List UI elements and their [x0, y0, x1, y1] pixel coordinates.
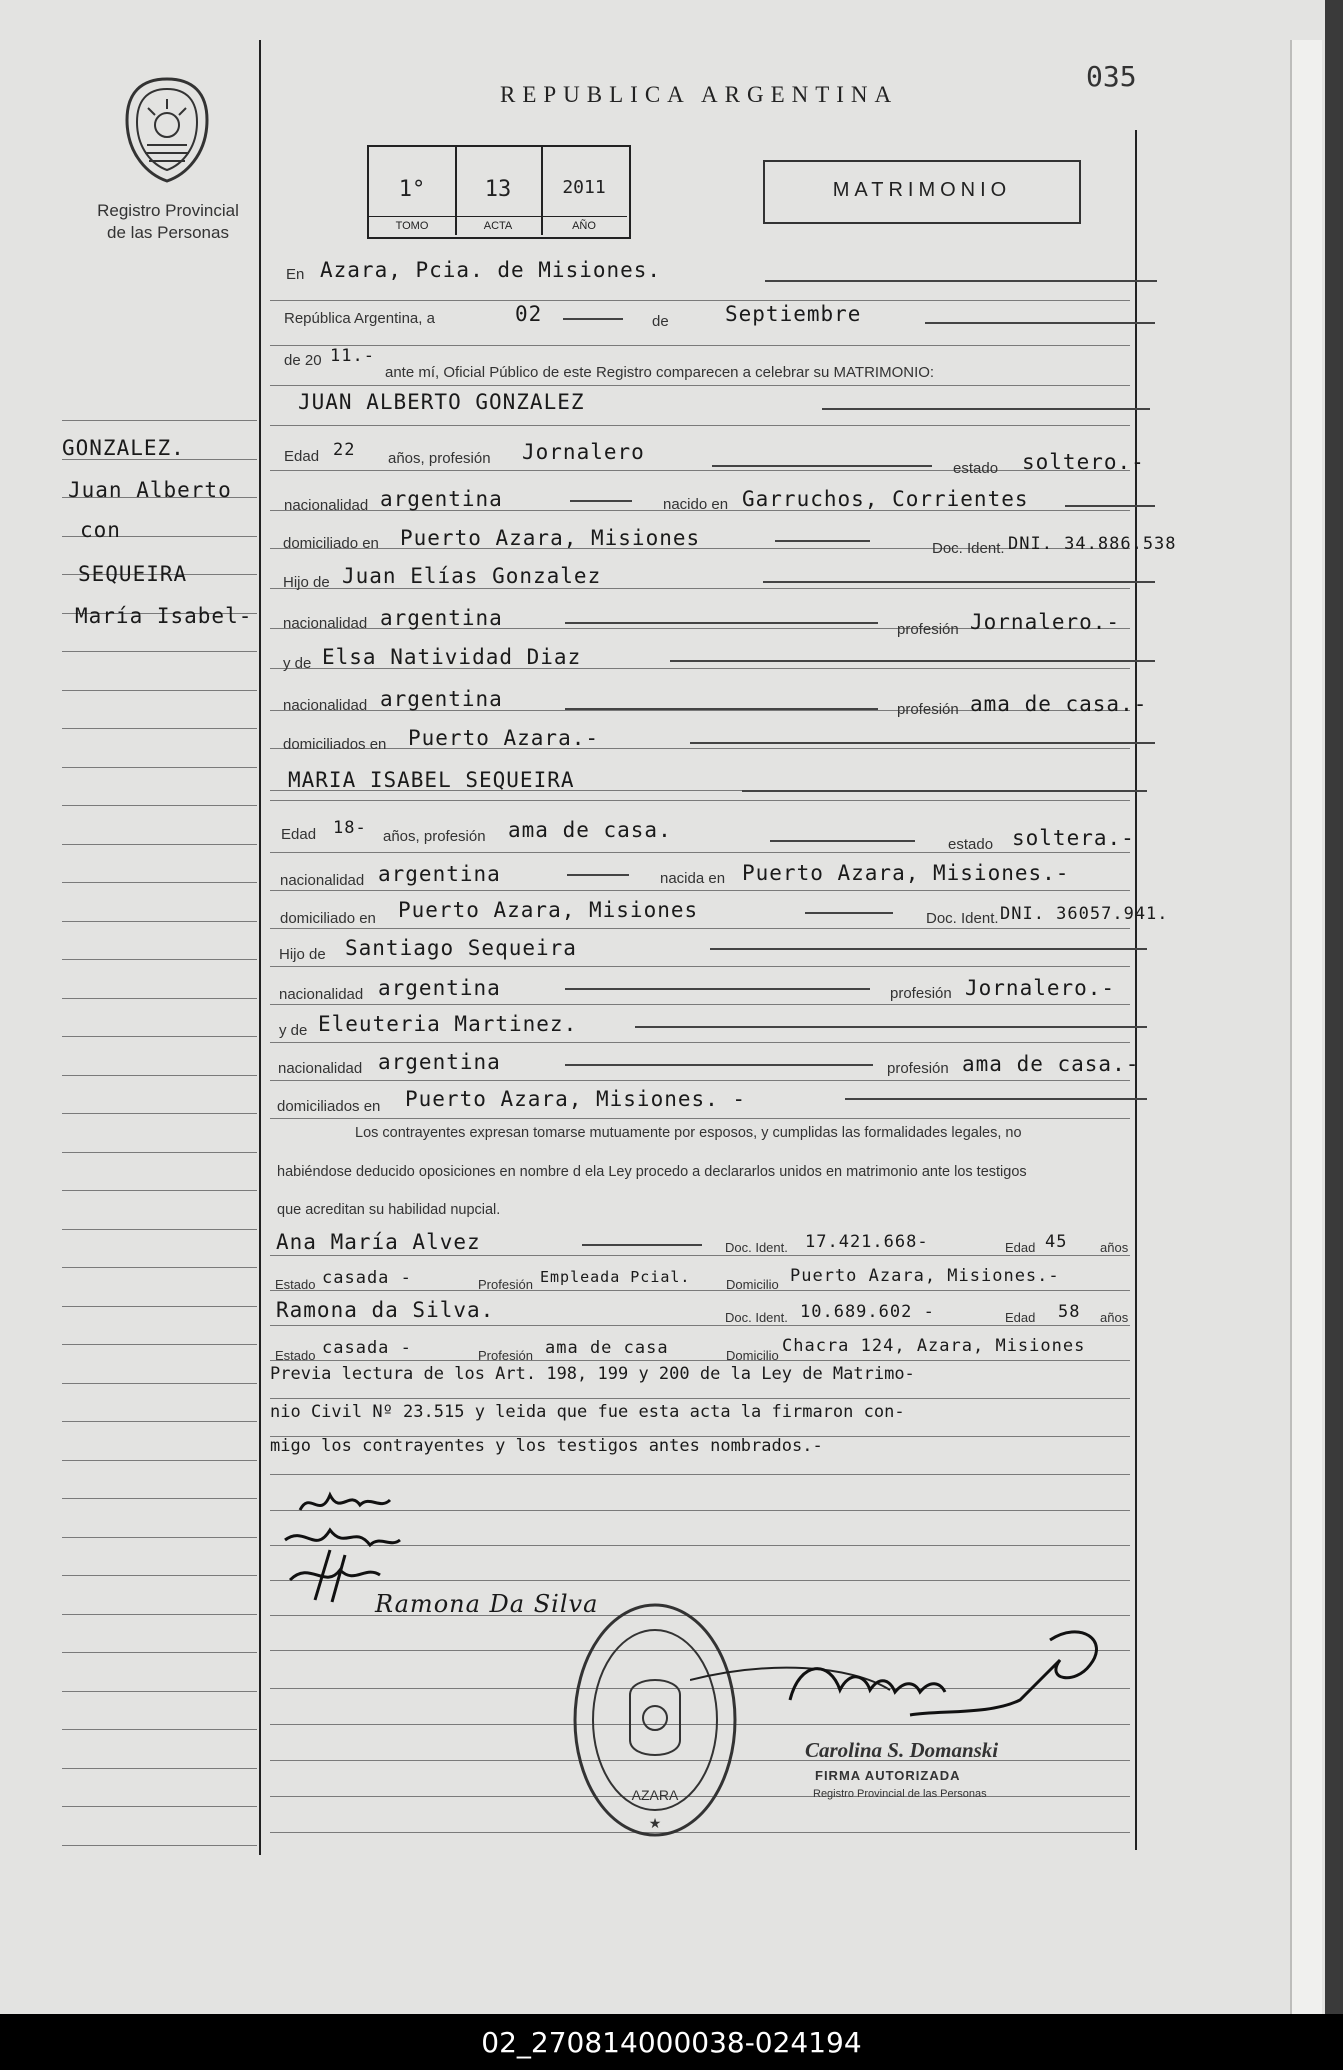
official-name: Carolina S. Domanski — [805, 1738, 999, 1762]
bride-father: Santiago Sequeira — [345, 936, 577, 960]
bride-mother-profesion-label: profesión — [887, 1060, 949, 1077]
body-rule-line — [270, 1398, 1130, 1399]
margin-rule-line — [62, 420, 257, 421]
witness2-profesion-label: Profesión — [478, 1348, 533, 1363]
groom-doc-label: Doc. Ident. — [932, 540, 1005, 557]
bride-domicile-dash — [805, 912, 893, 914]
groom-father-profession: Jornalero.- — [970, 610, 1121, 634]
bride-mother-nationality-dash — [565, 1064, 873, 1066]
groom-father-profesion-label: profesión — [897, 621, 959, 638]
tomo-cell — [369, 147, 457, 235]
registry-line1: Registro Provincial — [97, 201, 239, 220]
stamp-place: AZARA — [631, 1787, 679, 1803]
groom-hijo-label: Hijo de — [283, 574, 330, 591]
body-rule-line — [270, 800, 1130, 801]
closing-line-2: nio Civil Nº 23.515 y leida que fue esta acta la firmaron con- — [270, 1402, 905, 1422]
official-title: FIRMA AUTORIZADA — [815, 1768, 961, 1783]
witness2-doc-label: Doc. Ident. — [725, 1310, 788, 1325]
bride-mother-profession: ama de casa.- — [962, 1052, 1140, 1076]
margin-rule-line — [62, 921, 257, 922]
margin-rule-line — [62, 1344, 257, 1345]
groom-nacionalidad-label: nacionalidad — [284, 497, 369, 514]
sheet-edge — [1290, 40, 1322, 2030]
body-rule-line — [270, 1004, 1130, 1005]
legal-line-2: habiéndose deducido oposiciones en nombre d ela Ley procedo a declararlos unidos en matrimonio ante los testigos — [277, 1164, 1027, 1180]
margin-rule-line — [62, 1614, 257, 1615]
record-table — [367, 145, 631, 239]
margin-rule-line — [62, 728, 257, 729]
body-rule-line — [270, 345, 1130, 346]
body-rule-line — [270, 470, 1130, 471]
groom-status: soltero.- — [1022, 450, 1145, 474]
margin-name-1: GONZALEZ. — [62, 436, 185, 460]
groom-nationality: argentina — [380, 487, 503, 511]
acta-cell — [455, 147, 543, 235]
groom-father: Juan Elías Gonzalez — [342, 564, 602, 588]
bride-nationality-dash — [567, 874, 629, 876]
de-label: de — [652, 313, 669, 330]
margin-rule-line — [62, 1806, 257, 1807]
witness2-age: 58 — [1058, 1302, 1081, 1322]
groom-birthplace-dash — [1065, 505, 1155, 507]
margin-rule-line — [62, 1845, 257, 1846]
bride-mother-nacionalidad-label: nacionalidad — [278, 1060, 363, 1077]
bride-yde-label: y de — [279, 1022, 308, 1039]
bride-estado-label: estado — [948, 836, 994, 853]
margin-rule-line — [62, 1460, 257, 1461]
margin-rule-line — [62, 1036, 257, 1037]
witness-signature: Ramona Da Silva — [375, 1590, 599, 1618]
witness2-status: casada - — [322, 1338, 412, 1358]
margin-name-3: con — [80, 518, 121, 542]
groom-profession: Jornalero — [522, 440, 645, 464]
groom-father-nationality: argentina — [380, 606, 503, 630]
margin-rule-line — [62, 1652, 257, 1653]
witness1-age: 45 — [1045, 1232, 1068, 1252]
bride-mother-dash — [635, 1026, 1147, 1028]
body-rule-line — [270, 1255, 1130, 1256]
bride-hijo-label: Hijo de — [279, 946, 326, 963]
margin-rule-line — [62, 1537, 257, 1538]
margin-rule-line — [62, 998, 257, 999]
witness1-anos-label: años — [1100, 1240, 1129, 1255]
groom-mother-nacionalidad-label: nacionalidad — [283, 697, 368, 714]
margin-rule-line — [62, 1267, 257, 1268]
folio-number: 035 — [1086, 60, 1137, 93]
margin-rule-line — [62, 1498, 257, 1499]
registry-caption — [78, 200, 258, 244]
groom-mother-profesion-label: profesión — [897, 701, 959, 718]
margin-rule-line — [62, 1306, 257, 1307]
margin-rule-line — [62, 882, 257, 883]
place-value: Azara, Pcia. de Misiones. — [320, 258, 662, 282]
tomo-value: 1° — [398, 177, 426, 202]
witness2-domicilio-label: Domicilio — [726, 1348, 779, 1363]
year-suffix: 11.- — [330, 346, 375, 366]
witness2-anos-label: años — [1100, 1310, 1129, 1325]
groom-father-nationality-dash — [565, 622, 878, 624]
groom-nationality-dash — [570, 500, 632, 502]
place-dash — [765, 280, 1157, 282]
official-registry: Registro Provincial de las Personas — [813, 1788, 987, 1800]
margin-rule-line — [62, 1229, 257, 1230]
groom-mother-dash — [670, 660, 1155, 662]
anio-label: AÑO — [541, 216, 627, 235]
witness1-edad-label: Edad — [1005, 1240, 1036, 1255]
body-rule-line — [270, 385, 1130, 386]
body-rule-line — [270, 1042, 1130, 1043]
margin-name-5: María Isabel- — [75, 604, 253, 628]
witness2-doc: 10.689.602 - — [800, 1302, 935, 1322]
closing-line-1: Previa lectura de los Art. 198, 199 y 200 de la Ley de Matrimo- — [270, 1364, 915, 1384]
witness2-name: Ramona da Silva. — [276, 1298, 495, 1322]
margin-rule-line — [62, 1768, 257, 1769]
bride-father-nationality-dash — [565, 988, 870, 990]
legal-line-3: que acreditan su habilidad nupcial. — [277, 1202, 501, 1218]
witness1-estado-label: Estado — [275, 1277, 316, 1292]
body-rule-line — [270, 300, 1130, 301]
margin-rule-line — [62, 690, 257, 691]
groom-mother-nationality: argentina — [380, 687, 503, 711]
groom-name: JUAN ALBERTO GONZALEZ — [298, 390, 585, 414]
bride-father-profesion-label: profesión — [890, 985, 952, 1002]
tomo-label: TOMO — [369, 216, 455, 235]
bride-doc: DNI. 36057.941. — [1000, 904, 1169, 924]
margin-rule-line — [62, 1575, 257, 1576]
witness2-profession: ama de casa — [545, 1338, 669, 1358]
witness1-name: Ana María Alvez — [276, 1230, 481, 1254]
groom-nacido-label: nacido en — [663, 496, 729, 513]
groom-age: 22 — [333, 440, 356, 460]
groom-edad-label: Edad — [284, 448, 320, 465]
country-title: REPUBLICA ARGENTINA — [500, 82, 899, 107]
witness2-edad-label: Edad — [1005, 1310, 1036, 1325]
groom-mother: Elsa Natividad Diaz — [322, 645, 582, 669]
margin-rule-line — [62, 844, 257, 845]
image-code: 02_270814000038-024194 — [481, 2026, 862, 2059]
day-dash — [563, 318, 623, 320]
margin-rule-line — [62, 651, 257, 652]
groom-yde-label: y de — [283, 655, 312, 672]
official-signature-icon — [690, 1620, 1130, 1740]
witness1-doc: 17.421.668- — [805, 1232, 929, 1252]
bride-domicile: Puerto Azara, Misiones — [398, 898, 699, 922]
bride-name-dash — [742, 790, 1147, 792]
bride-edad-label: Edad — [281, 826, 317, 843]
bride-father-dash — [710, 948, 1147, 950]
margin-name-4: SEQUEIRA — [78, 562, 188, 586]
anio-cell — [541, 147, 627, 235]
witness1-profession: Empleada Pcial. — [540, 1268, 691, 1286]
body-rule-line — [270, 1325, 1130, 1326]
margin-rule-line — [62, 1113, 257, 1114]
bride-anos-profesion-label: años, profesión — [383, 828, 486, 845]
frame-right-line — [1135, 130, 1137, 1850]
body-rule-line — [270, 748, 1130, 749]
groom-father-nacionalidad-label: nacionalidad — [283, 615, 368, 632]
margin-rule-line — [62, 767, 257, 768]
document-type-box — [763, 160, 1081, 224]
bride-doc-label: Doc. Ident. — [926, 910, 999, 927]
groom-name-dash — [822, 408, 1150, 410]
groom-domiciliado-label: domiciliado en — [283, 535, 379, 552]
witness1-doc-label: Doc. Ident. — [725, 1240, 788, 1255]
bride-nacionalidad-label: nacionalidad — [280, 872, 365, 889]
bride-father-nationality: argentina — [378, 976, 501, 1000]
witness2-estado-label: Estado — [275, 1348, 316, 1363]
witness2-domicile: Chacra 124, Azara, Misiones — [782, 1336, 1086, 1356]
margin-name-2: Juan Alberto — [68, 478, 232, 502]
margin-rule-line — [62, 1383, 257, 1384]
witness1-domicile: Puerto Azara, Misiones.- — [790, 1266, 1060, 1286]
margin-rule-line — [62, 959, 257, 960]
groom-birthplace: Garruchos, Corrientes — [742, 487, 1029, 511]
body-rule-line — [270, 1360, 1130, 1361]
margin-rule-line — [62, 805, 257, 806]
groom-domicile-dash — [775, 540, 870, 542]
witness1-name-dash — [582, 1244, 702, 1246]
bride-age: 18- — [333, 818, 367, 838]
body-rule-line — [270, 588, 1130, 589]
bride-profession: ama de casa. — [508, 818, 672, 842]
margin-rule-line — [62, 1729, 257, 1730]
appearance-statement: ante mí, Oficial Público de este Registro comparecen a celebrar su MATRIMONIO: — [385, 364, 935, 381]
bride-father-nacionalidad-label: nacionalidad — [279, 986, 364, 1003]
body-rule-line — [270, 1290, 1130, 1291]
closing-line-3: migo los contrayentes y los testigos antes nombrados.- — [270, 1436, 823, 1456]
acta-value: 13 — [484, 177, 512, 202]
bride-domiciliado-label: domiciliado en — [280, 910, 376, 927]
acta-label: ACTA — [455, 216, 541, 235]
groom-domiciliados-label: domiciliados en — [283, 736, 387, 753]
groom-parents-domicile: Puerto Azara.- — [408, 726, 600, 750]
anio-value: 2011 — [562, 177, 606, 198]
witness1-profesion-label: Profesión — [478, 1277, 533, 1292]
body-rule-line — [270, 890, 1130, 891]
groom-estado-label: estado — [953, 460, 999, 477]
body-rule-line — [270, 1080, 1130, 1081]
day-value: 02 — [515, 302, 543, 326]
groom-parents-domicile-dash — [690, 742, 1155, 744]
legal-line-1: Los contrayentes expresan tomarse mutuamente por esposos, y cumplidas las formalidades legales, no — [355, 1125, 1022, 1141]
body-rule-line — [270, 425, 1130, 426]
document-type: MATRIMONIO — [832, 179, 1012, 201]
groom-profession-dash — [712, 465, 932, 467]
bride-mother-nationality: argentina — [378, 1050, 501, 1074]
en-label: En — [286, 266, 305, 283]
month-dash — [925, 322, 1155, 324]
registry-line2: de las Personas — [107, 223, 229, 242]
groom-mother-nationality-dash — [565, 708, 878, 710]
bride-mother: Eleuteria Martinez. — [318, 1012, 578, 1036]
witness1-status: casada - — [322, 1268, 412, 1288]
bride-father-profession: Jornalero.- — [965, 976, 1116, 1000]
bride-profession-dash — [770, 840, 915, 842]
groom-domicile: Puerto Azara, Misiones — [400, 526, 701, 550]
margin-rule-line — [62, 1075, 257, 1076]
groom-mother-profession: ama de casa.- — [970, 692, 1148, 716]
bride-parents-domicile-dash — [845, 1098, 1147, 1100]
margin-rule-line — [62, 1691, 257, 1692]
bride-status: soltera.- — [1012, 826, 1135, 850]
bride-domiciliados-label: domiciliados en — [277, 1098, 381, 1115]
margin-rule-line — [62, 1152, 257, 1153]
frame-left-line — [259, 40, 261, 1855]
margin-rule-line — [62, 1421, 257, 1422]
footer-strip — [0, 2014, 1343, 2070]
bride-parents-domicile: Puerto Azara, Misiones. - — [405, 1087, 747, 1111]
groom-doc: DNI. 34.886.538 — [1008, 534, 1177, 554]
bride-name: MARIA ISABEL SEQUEIRA — [288, 768, 575, 792]
witness1-domicilio-label: Domicilio — [726, 1277, 779, 1292]
groom-anos-profesion-label: años, profesión — [388, 450, 491, 467]
body-rule-line — [270, 1118, 1130, 1119]
svg-text:★: ★ — [648, 1816, 662, 1832]
bride-birthplace: Puerto Azara, Misiones.- — [742, 861, 1070, 885]
republica-label: República Argentina, a — [284, 310, 435, 327]
body-rule-line — [270, 852, 1130, 853]
body-rule-line — [270, 1474, 1130, 1475]
bride-nacida-label: nacida en — [660, 870, 726, 887]
body-rule-line — [270, 966, 1130, 967]
provincial-seal-icon — [123, 75, 211, 185]
bride-nationality: argentina — [378, 862, 501, 886]
body-rule-line — [270, 928, 1130, 929]
margin-rule-line — [62, 1190, 257, 1191]
groom-father-dash — [763, 581, 1155, 583]
year-prefix: de 20 — [284, 352, 322, 369]
month-value: Septiembre — [725, 302, 862, 326]
